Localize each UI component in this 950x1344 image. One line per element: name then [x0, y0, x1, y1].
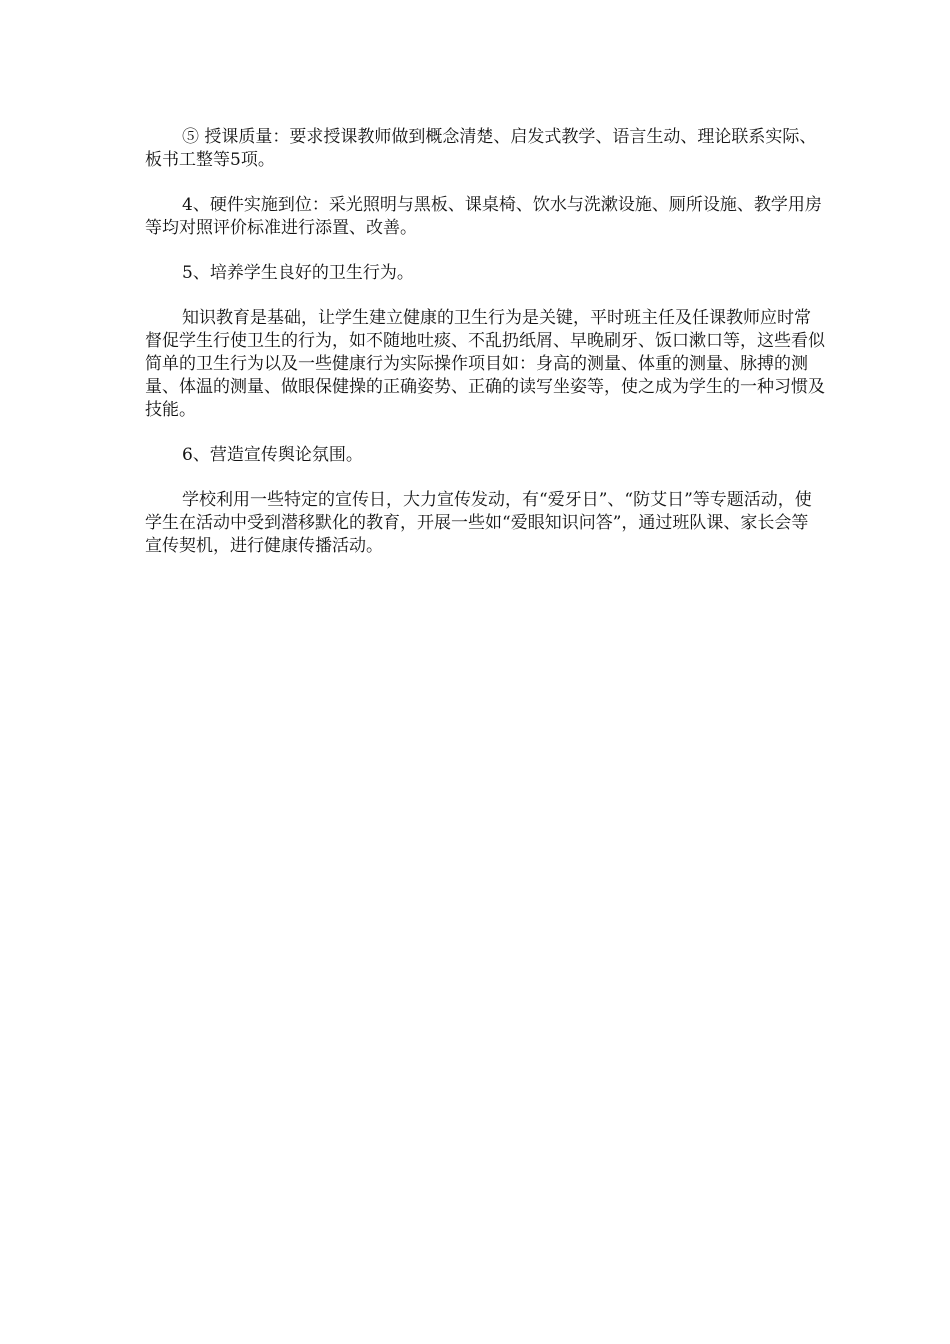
- paragraph-hygiene-heading: 5、培养学生良好的卫生行为。: [182, 263, 414, 283]
- paragraph-teaching-quality: ⑤ 授课质量：要求授课教师做到概念清楚、启发式教学、语言生动、理论联系实际、板书工整等5项。: [145, 127, 817, 170]
- document-body: [145, 126, 825, 558]
- paragraph-hygiene-body: 知识教育是基础，让学生建立健康的卫生行为是关键，平时班主任及任课教师应时常督促学生行使卫生的行为，如不随地吐痰、不乱扔纸屑、早晚刷牙、饭口漱口等，这些看似简单的卫生行为以及一些健康行为实际操作项目如：身高的测量、体重的测量、脉搏的测量、体温的测量、做眼保健操的正确姿势、正确的读写坐姿等，使之成为学生的一种习惯及技能。: [145, 308, 825, 420]
- paragraph-hardware: 4、硬件实施到位：采光照明与黑板、课桌椅、饮水与洗漱设施、厕所设施、教学用房等均对照评价标准进行添置、改善。: [145, 195, 822, 238]
- paragraph-publicity-heading: 6、营造宣传舆论氛围。: [182, 445, 363, 465]
- paragraph-publicity-body: 学校利用一些特定的宣传日，大力宣传发动，有“爱牙日”、“防艾日”等专题活动，使学生在活动中受到潜移默化的教育，开展一些如“爱眼知识问答”，通过班队课、家长会等宣传契机，进行健康传播活动。: [145, 490, 812, 556]
